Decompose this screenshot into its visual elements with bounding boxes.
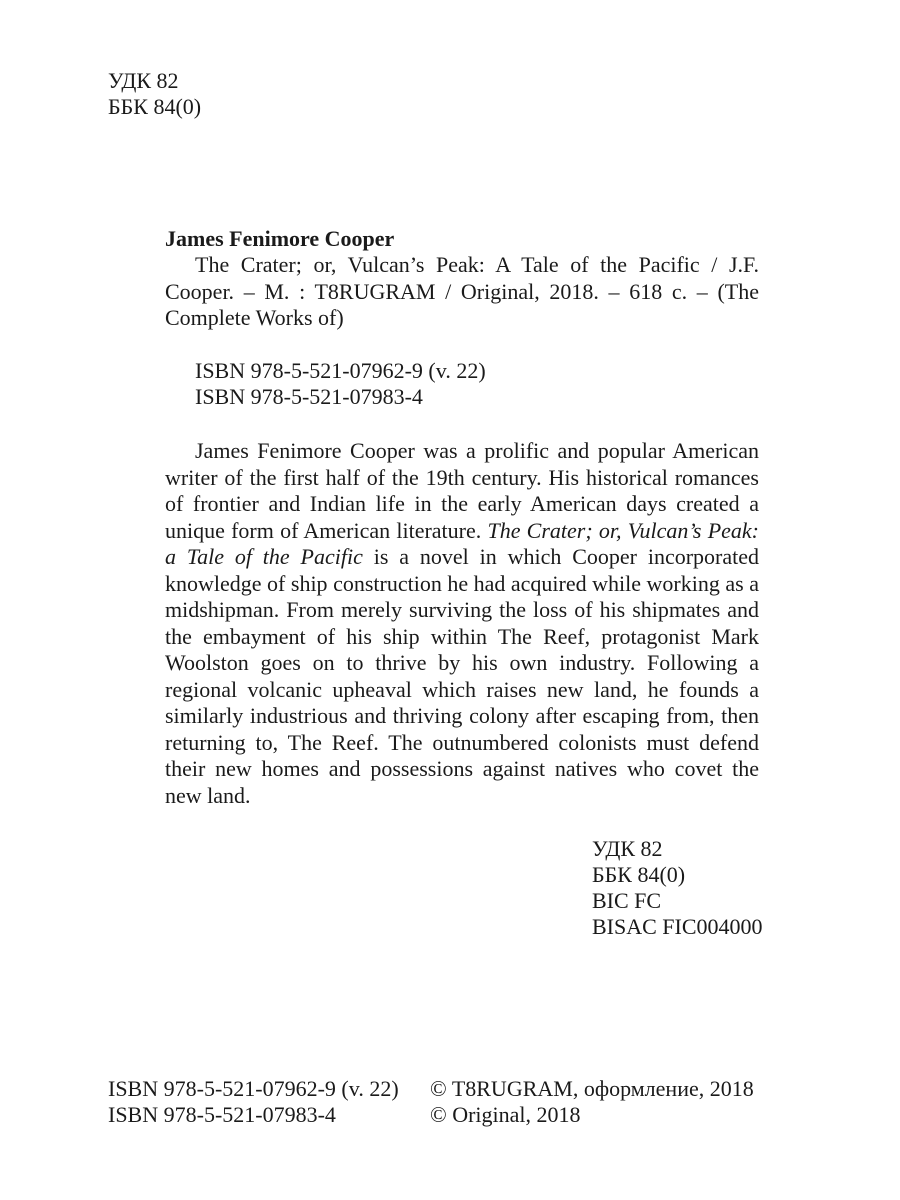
bbk-code: ББК 84(0): [108, 94, 202, 119]
annotation-text-part2: is a novel in which Cooper incorporated knowledge of ship construction he had acquired while working as a midshipman. From merely surviving the loss of his shipmates and the embayment of his ship within The Reef, protagonist Mark Woolston goes on to thrive by his own industry. Following a regional volcanic upheaval which raises new land, he founds a similarly industrious and thriving colony after escaping from, then returning to, The Reef. The outnumbered colonists must defend their new homes and possessions against natives who covet the new land.: [165, 544, 759, 808]
footer-copyright: [430, 1076, 754, 1128]
bic-code: BIC FC: [592, 888, 662, 913]
footer-isbn-series: ISBN 978-5-521-07983-4: [108, 1102, 336, 1127]
annotation-book-title: The Crater; or, Vulcan’s Peak: a Tale of the Pacific: [165, 517, 759, 569]
top-classification-codes: [108, 68, 201, 120]
bibliographic-citation: The Crater; or, Vulcan’s Peak: A Tale of the Pacific / J.F. Cooper. – M. : T8RUGRAM / Original, 2018. – 618 c. – (The Complete Works of): [165, 252, 759, 330]
isbn-series: ISBN 978-5-521-07983-4: [195, 384, 423, 409]
footer-isbn-volume: ISBN 978-5-521-07962-9 (v. 22): [108, 1076, 399, 1101]
annotation-text-part1: James Fenimore Cooper was a prolific and popular American writer of the first half of the 19th century. His historical romances of frontier and Indian life in the early American days created a unique form of American literature.: [165, 438, 759, 543]
copyright-original: © Original, 2018: [430, 1102, 581, 1127]
copyright-publisher: © T8RUGRAM, оформление, 2018: [430, 1076, 754, 1101]
bbk-code: ББК 84(0): [592, 862, 686, 887]
annotation-paragraph: [165, 438, 759, 809]
bisac-code: BISAC FIC004000: [592, 914, 763, 939]
footer-isbn: [108, 1076, 399, 1128]
isbn-block: [195, 358, 486, 410]
isbn-volume: ISBN 978-5-521-07962-9 (v. 22): [195, 358, 486, 383]
udk-code: УДК 82: [108, 68, 179, 93]
udk-code: УДК 82: [592, 836, 663, 861]
classification-codes: [592, 836, 763, 940]
author-name: James Fenimore Cooper: [165, 226, 395, 251]
